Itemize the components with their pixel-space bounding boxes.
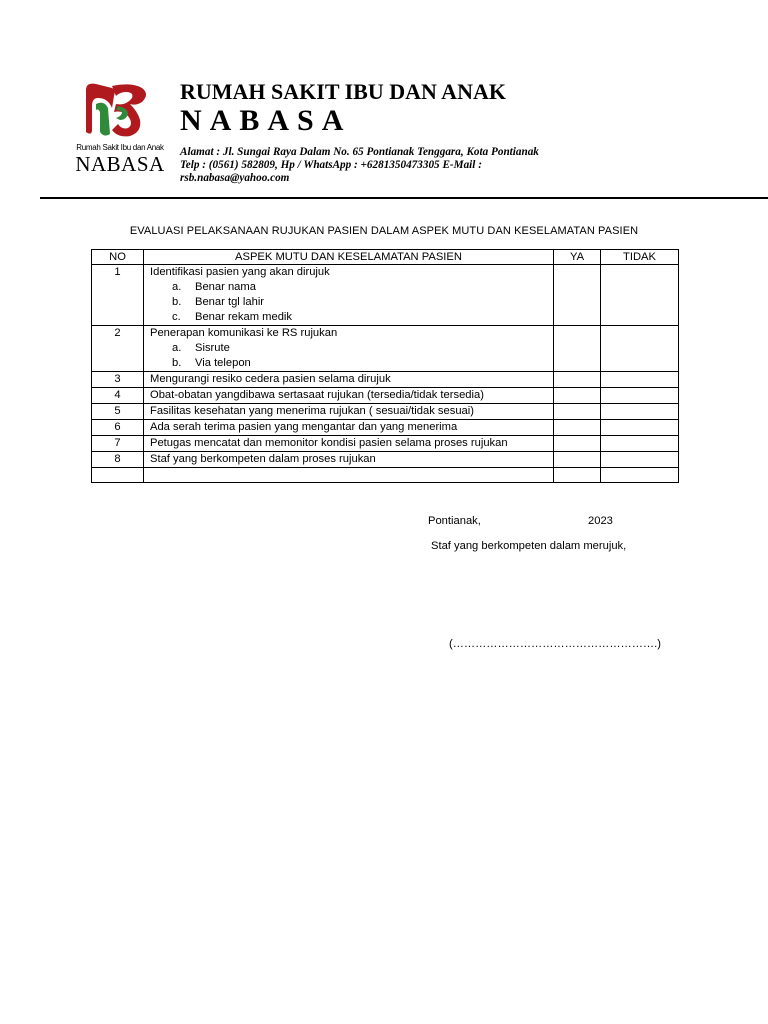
sub-item — [150, 356, 547, 371]
signature-line: (……………………………………………….) — [449, 638, 661, 650]
ya-cell[interactable] — [554, 326, 601, 372]
ya-cell[interactable] — [554, 372, 601, 388]
hospital-logo — [70, 80, 170, 175]
tidak-cell[interactable] — [601, 265, 679, 326]
contact-line: Telp : (0561) 582809, Hp / WhatsApp : +6281350473305 E-Mail : — [180, 159, 482, 171]
hospital-address — [180, 146, 610, 185]
table-row — [92, 452, 679, 468]
tidak-cell[interactable] — [601, 404, 679, 420]
table-row — [92, 388, 679, 404]
empty-cell — [601, 468, 679, 483]
sub-item-text: Benar nama — [195, 281, 256, 293]
tidak-cell[interactable] — [601, 326, 679, 372]
sub-item — [150, 280, 547, 295]
aspect-text: Mengurangi resiko cedera pasien selama dirujuk — [144, 372, 554, 388]
address-line: Alamat : Jl. Sungai Raya Dalam No. 65 Pontianak Tenggara, Kota Pontianak — [180, 146, 539, 158]
ya-cell[interactable] — [554, 436, 601, 452]
signature-place: Pontianak, — [428, 515, 481, 527]
evaluation-table — [91, 249, 679, 483]
sub-item — [150, 310, 547, 325]
table-row-empty — [92, 468, 679, 483]
col-header-no: NO — [92, 250, 144, 265]
tidak-cell[interactable] — [601, 372, 679, 388]
empty-cell — [554, 468, 601, 483]
aspect-text: Penerapan komunikasi ke RS rujukan — [150, 327, 338, 339]
empty-cell — [144, 468, 554, 483]
empty-cell — [92, 468, 144, 483]
aspect-text: Petugas mencatat dan memonitor kondisi pasien selama proses rujukan — [144, 436, 554, 452]
aspect-text: Staf yang berkompeten dalam proses rujukan — [144, 452, 554, 468]
table-row — [92, 326, 679, 372]
sub-item-letter: b. — [172, 296, 182, 308]
sub-item — [150, 341, 547, 356]
document-title: EVALUASI PELAKSANAAN RUJUKAN PASIEN DALAM ASPEK MUTU DAN KESELAMATAN PASIEN — [129, 225, 639, 237]
table-row — [92, 372, 679, 388]
tidak-cell[interactable] — [601, 436, 679, 452]
hospital-name: RUMAH SAKIT IBU DAN ANAK — [180, 79, 506, 104]
tidak-cell[interactable] — [601, 420, 679, 436]
row-number: 6 — [92, 420, 144, 436]
aspect-text: Identifikasi pasien yang akan dirujuk — [150, 266, 330, 278]
aspect-text: Obat-obatan yangdibawa sertasaat rujukan (tersedia/tidak tersedia) — [144, 388, 554, 404]
logo-caption-big: NABASA — [75, 152, 165, 176]
sub-item-letter: c. — [172, 311, 181, 323]
col-header-ya: YA — [554, 250, 601, 265]
row-number: 4 — [92, 388, 144, 404]
logo-emblem-icon — [82, 80, 152, 140]
row-number: 2 — [92, 326, 144, 372]
header-divider — [40, 197, 768, 199]
row-number: 1 — [92, 265, 144, 326]
ya-cell[interactable] — [554, 388, 601, 404]
ya-cell[interactable] — [554, 420, 601, 436]
sub-item-letter: a. — [172, 342, 182, 354]
aspect-cell — [144, 326, 554, 372]
ya-cell[interactable] — [554, 265, 601, 326]
sub-item-text: Benar rekam medik — [195, 311, 292, 323]
sub-item-text: Via telepon — [195, 357, 251, 369]
col-header-tidak: TIDAK — [601, 250, 679, 265]
sub-item-letter: b. — [172, 357, 182, 369]
table-row — [92, 265, 679, 326]
row-number: 7 — [92, 436, 144, 452]
table-row — [92, 404, 679, 420]
aspect-text: Ada serah terima pasien yang mengantar dan yang menerima — [144, 420, 554, 436]
sub-item — [150, 295, 547, 310]
sub-item-text: Benar tgl lahir — [195, 296, 265, 308]
hospital-brand: NABASA — [180, 104, 352, 137]
sub-item-letter: a. — [172, 281, 182, 293]
sub-item-text: Sisrute — [195, 342, 230, 354]
table-row — [92, 436, 679, 452]
signature-year: 2023 — [588, 515, 613, 527]
tidak-cell[interactable] — [601, 388, 679, 404]
row-number: 8 — [92, 452, 144, 468]
tidak-cell[interactable] — [601, 452, 679, 468]
signer-label: Staf yang berkompeten dalam merujuk, — [431, 540, 627, 552]
email-line: rsb.nabasa@yahoo.com — [180, 172, 290, 184]
col-header-aspect: ASPEK MUTU DAN KESELAMATAN PASIEN — [144, 250, 554, 265]
logo-caption-small: Rumah Sakit Ibu dan Anak — [76, 143, 164, 152]
row-number: 5 — [92, 404, 144, 420]
row-number: 3 — [92, 372, 144, 388]
ya-cell[interactable] — [554, 404, 601, 420]
table-header-row — [92, 250, 679, 265]
table-row — [92, 420, 679, 436]
aspect-cell — [144, 265, 554, 326]
ya-cell[interactable] — [554, 452, 601, 468]
aspect-text: Fasilitas kesehatan yang menerima rujukan ( sesuai/tidak sesuai) — [144, 404, 554, 420]
